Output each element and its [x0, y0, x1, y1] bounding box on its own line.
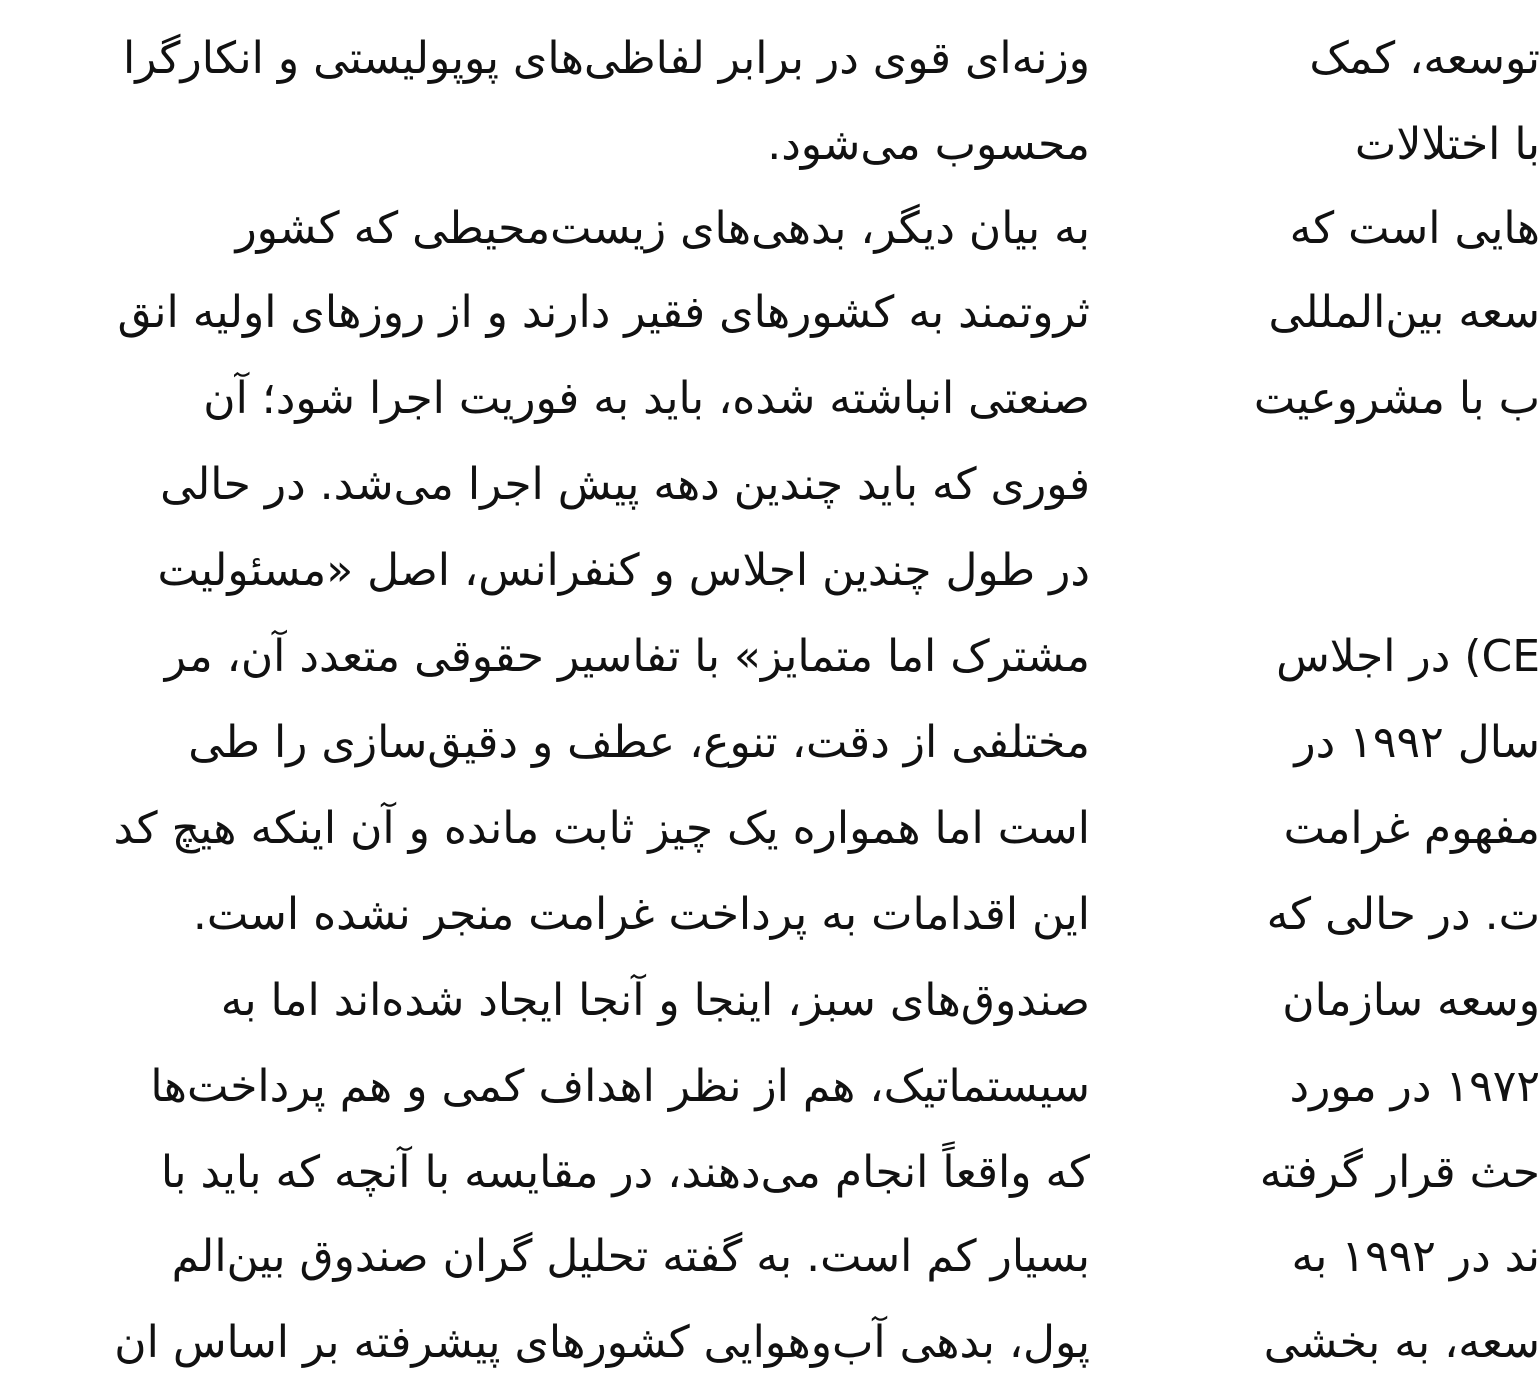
left-line-15: بسیار کم است. به گفته تحلیل گران صندوق بین‌الم — [172, 1214, 1090, 1300]
left-line-13: سیستماتیک، هم از نظر اهداف کمی و هم پرداخت‌ها — [150, 1044, 1090, 1130]
right-line-10: مفهوم غرامت — [1284, 786, 1540, 872]
left-line-14: که واقعاً انجام می‌دهند، در مقایسه با آنچه که باید با — [161, 1130, 1090, 1216]
right-line-14: حث قرار گرفته — [1260, 1130, 1540, 1216]
left-line-3: به بیان دیگر، بدهی‌های زیست‌محیطی که کشور — [235, 186, 1090, 272]
left-line-1: وزنه‌ای قوی در برابر لفاظی‌های پوپولیستی و انکارگرا — [123, 16, 1090, 102]
right-line-5: ب با مشروعیت — [1254, 356, 1540, 442]
right-line-8: CE) در اجلاس — [1276, 614, 1540, 700]
left-line-6: فوری که باید چندین دهه پیش اجرا می‌شد. در حالی — [160, 442, 1090, 528]
right-text-column — [1196, 0, 1500, 1384]
left-line-9: مختلفی از دقت، تنوع، عطف و دقیق‌سازی را طی — [188, 700, 1090, 786]
left-line-5: صنعتی انباشته شده، باید به فوریت اجرا شود؛ آن — [203, 356, 1090, 442]
right-line-9: سال ۱۹۹۲ در — [1294, 700, 1540, 786]
left-line-7: در طول چندین اجلاس و کنفرانس، اصل «مسئولیت — [158, 528, 1091, 614]
right-line-1: توسعه، کمک — [1309, 16, 1540, 102]
right-line-4: سعه بین‌المللی — [1268, 270, 1540, 356]
left-line-16: پول، بدهی آب‌وهوایی کشورهای پیشرفته بر اساس ان — [114, 1300, 1090, 1386]
left-line-2: محسوب می‌شود. — [767, 102, 1090, 188]
left-line-11: این اقدامات به پرداخت غرامت منجر نشده است. — [193, 872, 1090, 958]
left-line-12: صندوق‌های سبز، اینجا و آنجا ایجاد شده‌اند اما به — [221, 958, 1090, 1044]
right-line-15: ند در ۱۹۹۲ به — [1291, 1214, 1540, 1300]
right-line-11: ت. در حالی که — [1267, 872, 1540, 958]
right-line-13: ۱۹۷۲ در مورد — [1290, 1044, 1540, 1130]
left-line-8: مشترک اما متمایز» با تفاسیر حقوقی متعدد آن، مر — [165, 614, 1090, 700]
left-line-10: است اما همواره یک چیز ثابت مانده و آن اینکه هیچ کد — [114, 786, 1090, 872]
right-line-12: وسعه سازمان — [1282, 958, 1540, 1044]
right-line-3: هایی است که — [1290, 186, 1540, 272]
left-line-4: ثروتمند به کشورهای فقیر دارند و از روزهای اولیه انق — [118, 270, 1090, 356]
right-line-2: با اختلالات — [1355, 102, 1540, 188]
right-line-16: سعه، به بخشی — [1264, 1300, 1540, 1386]
